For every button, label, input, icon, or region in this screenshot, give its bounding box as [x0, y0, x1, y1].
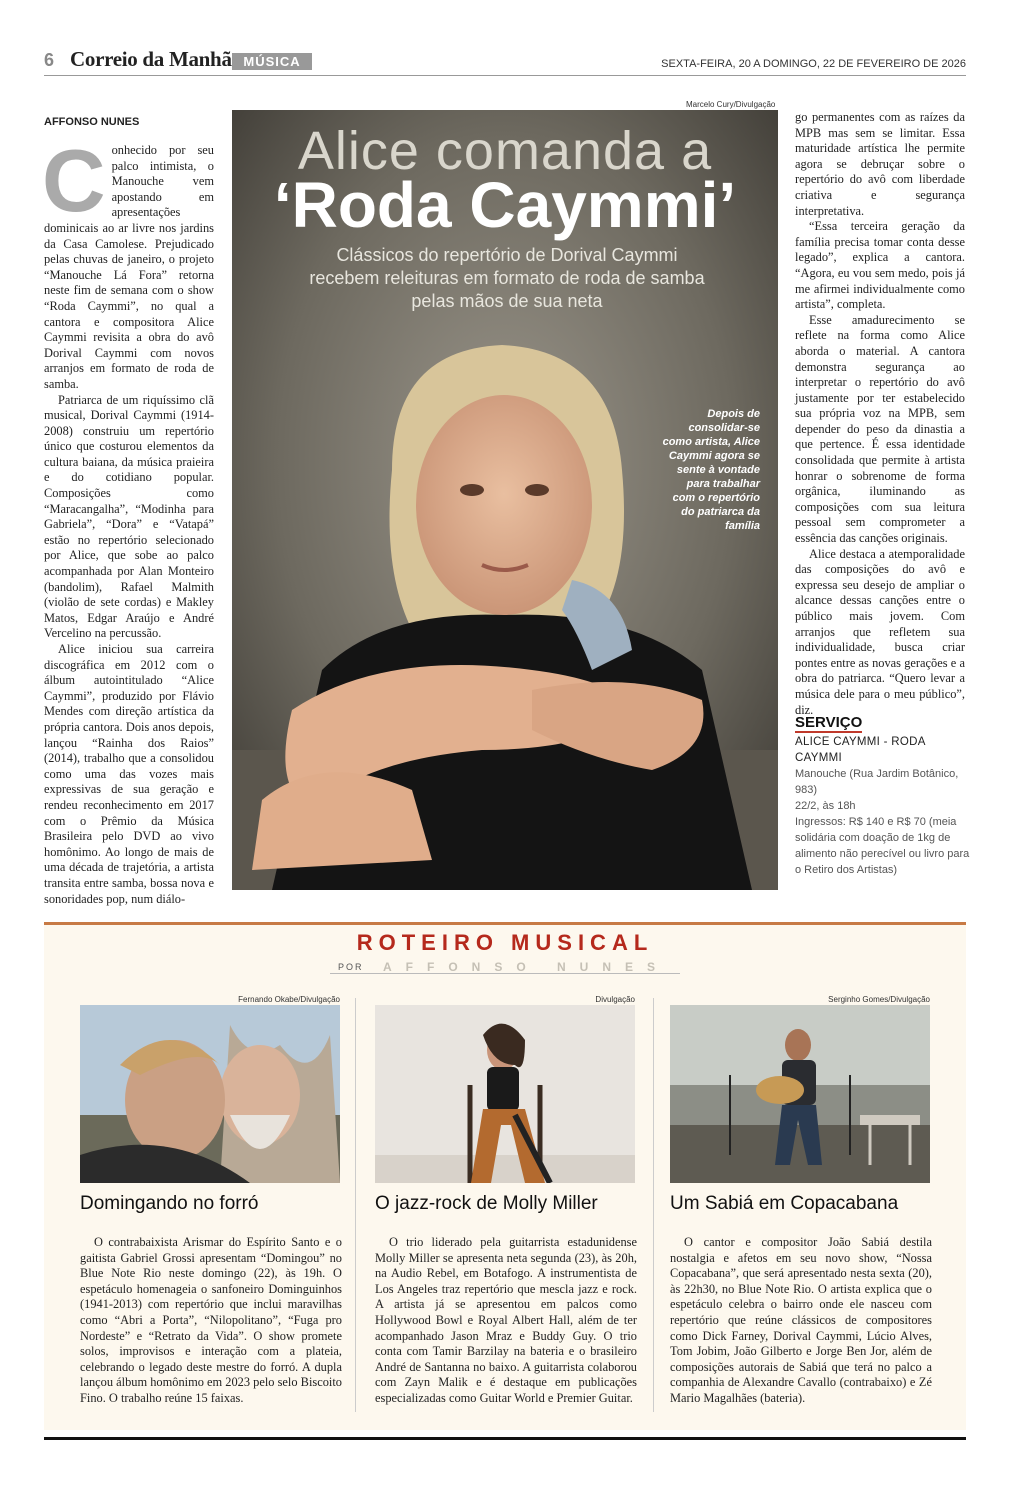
section-label: MÚSICA	[232, 53, 312, 70]
roteiro-por: POR	[338, 962, 364, 972]
issue-date: SEXTA-FEIRA, 20 A DOMINGO, 22 DE FEVEREIRO DE 2026	[661, 58, 966, 70]
servico-when: 22/2, às 18h	[795, 800, 856, 812]
item-photo-credit: Serginho Gomes/Divulgação	[828, 995, 930, 1004]
servico-tickets: Ingressos: R$ 140 e R$ 70 (meia solidária com doação de 1kg de alimento não perecível ou livro para o Retiro dos Artistas)	[795, 816, 970, 876]
item-text: O contrabaixista Arismar do Espírito Santo e o gaitista Gabriel Grossi apresentam “Domingou” no Blue Note Rio neste domingo (22), às 19h. O espetáculo homenageia o sanfoneiro Dominguinhos (1941-2013) com repertório que inclui maravilhas como “Abri a Porta”, “Nilopolitano”, “Fuga pro Nordeste” e “Retrato da Vida”. O show promete solos, improvisos e interação com a plateia, celebrando o legado deste mestre do forró. A dupla lançou álbum homônimo em 2023 pelo selo Biscoito Fino. O trabalho reúne 15 faixas.	[80, 1235, 342, 1405]
drop-cap: C	[42, 131, 106, 230]
photo-credit: Marcelo Cury/Divulgação	[686, 100, 776, 109]
item-title: O jazz-rock de Molly Miller	[375, 1193, 598, 1214]
article-paragraph: Esse amadurecimento se reflete na forma como Alice aborda o material. A cantora demonstra segurança ao interpretar o repertório do avô justamente por ter estabelecido sua própria voz na MPB, sem depender do peso da dinastia a que pertence. É essa identidade consolidada que permite à artista honrar o sobrenome de forma orgânica, iluminando as composições com sua leitura pessoal sem comprometer a essência das canções originais.	[795, 312, 965, 546]
servico-venue: Manouche (Rua Jardim Botânico, 983)	[795, 768, 959, 796]
article-left-column	[42, 131, 214, 907]
servico-event-name: ALICE CAYMMI - RODA CAYMMI	[795, 736, 926, 764]
article-paragraph: Alice destaca a atemporalidade das composições do avô e expressa seu desejo de ampliar o alcance dessas canções entre o público mais jovem. Com arranjos que refletem sua individualidade, busca criar pontes entre as novas gerações e a obra do patriarca. “Quero levar a música dele para o meu público”, diz.	[795, 546, 965, 717]
column-divider	[653, 998, 654, 1412]
item-photo-credit: Divulgação	[595, 995, 635, 1004]
item-text: O trio liderado pela guitarrista estadunidense Molly Miller se apresenta neta segunda (23), às 20h, na Audio Rebel, em Botafogo. A instrumentista de Los Angeles traz repertório que mescla jazz e rock. A artista já se apresentou em palcos como Hollywood Bowl e Royal Albert Hall, além de ter acompanhado Jason Mraz e Buddy Guy. O trio conta com Tamir Barzilay na bateria e o brasileiro André de Santanna no baixo. A guitarrista colaborou com Zayn Malik e é destaque em publicações especializadas como Guitar World e Premier Guitar.	[375, 1235, 637, 1405]
article-paragraph: “Essa terceira geração da família precisa tomar conta desse legado”, explica a cantora. “Agora, eu vou sem medo, pois já me afirmei individualmente como artista”, completa.	[795, 219, 965, 312]
headline-line-2: ‘Roda Caymmi’	[273, 169, 737, 241]
item-title: Um Sabiá em Copacabana	[670, 1193, 899, 1214]
column-divider	[355, 998, 356, 1412]
footer-rule	[44, 1437, 966, 1440]
article-paragraph: Conhecido por seu palco intimista, o Manouche vem apostando em apresentações dominicais ao ar livre nos jardins da Casa Camolese. Prejudicado pelas chuvas de janeiro, o projeto “Manouche Lá Fora” retorna neste fim de semana com o show “Roda Caymmi”, no qual a cantora e compositora Alice Caymmi revisita a obra do avô Dorival Caymmi com novos arranjos em formato de roda de samba.	[42, 131, 214, 391]
roteiro-author: AFFONSO NUNES	[383, 960, 670, 974]
subheadline: Clássicos do repertório de Dorival Caymmi recebem releituras em formato de roda de samba pelas mãos de sua neta	[309, 245, 705, 311]
item-title: Domingando no forró	[80, 1193, 259, 1214]
servico-heading: SERVIÇO	[795, 714, 863, 731]
item-photo-credit: Fernando Okabe/Divulgação	[238, 995, 340, 1004]
item-photo-forro	[80, 1005, 340, 1183]
article-author: AFFONSO NUNES	[44, 116, 140, 128]
newspaper-name: Correio da Manhã	[70, 47, 232, 71]
item-text: O cantor e compositor João Sabiá destila nostalgia e afetos em seu novo show, “Nossa Copacabana”, que será apresentado nesta sexta (20), às 22h30, no Blue Note Rio. O artista explica que o espetáculo celebra o bairro onde ele nasceu com repertório que reúne clássicos de compositores como Dick Farney, Dorival Caymmi, Lúcio Alves, Tom Jobim, João Gilberto e Jorge Ben Jor, além de composições autorais de Sabiá que terá no palco a companhia de Alexandre Cavallo (contrabaixo) e Zé Mario Magalhães (bateria).	[670, 1235, 932, 1405]
photo-caption: Depois de consolidar-se como artista, Alice Caymmi agora se sente à vontade para trabalhar com o repertório do patriarca da família	[662, 408, 760, 532]
headline-line-1: Alice comanda a	[297, 121, 713, 181]
article-paragraph: go permanentes com as raízes da MPB mas sem se limitar. Essa maturidade artística lhe permite agora se debruçar sobre o repertório do avô com liberdade criativa e segurança interpretativa.	[795, 110, 965, 218]
article-paragraph: Alice iniciou sua carreira discográfica em 2012 com o álbum autointitulado “Alice Caymmi”, produzido por Flávio Mendes com direção artística da própria cantora. Dois anos depois, lançou “Rainha dos Raios” (2014), trabalho que a consolidou como uma das vozes mais expressivas de sua geração e rendeu reconhecimento em 2017 com o Prêmio da Música Brasileira pelo DVD ao vivo homônimo. Ao longo de mais de uma década de trajetória, a artista transita entre samba, bossa nova e sonoridades pop, num diálo-	[44, 642, 214, 906]
item-photo-joao-sabia	[670, 1005, 930, 1183]
article-right-column	[795, 110, 965, 718]
roteiro-title: ROTEIRO MUSICAL	[356, 930, 654, 955]
item-photo-molly-miller	[375, 1005, 635, 1183]
article-paragraph: Patriarca de um riquíssimo clã musical, Dorival Caymmi (1914-2008) construiu um repertório único que costurou elementos da cultura baiana, da música praieira e do cotidiano popular. Composições como “Maracangalha”, “Modinha para Gabriela”, “Dora” e “Vatapá” estão no repertório selecionado por Alice, que sobe ao palco acompanhada por Alan Monteiro (bandolim), Rafael Malmith (violão de sete cordas) e Makley Matos, Edgar Araújo e André Vercelino na percussão.	[44, 392, 214, 641]
header-rule	[44, 75, 966, 76]
page-number: 6	[44, 50, 55, 70]
servico-details	[795, 766, 970, 878]
